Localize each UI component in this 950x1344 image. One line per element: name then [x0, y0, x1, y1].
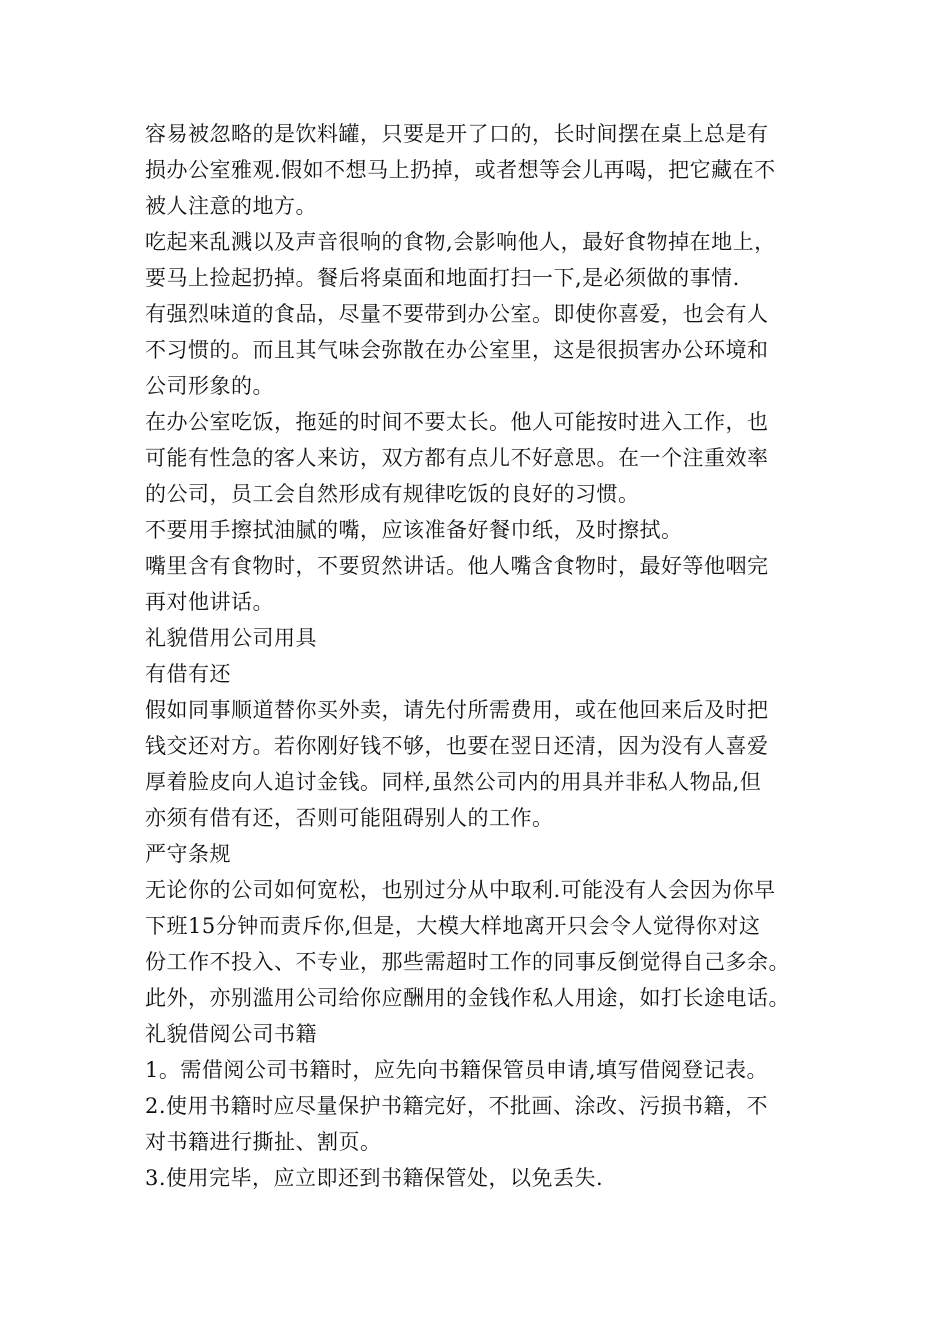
paragraph-messy-food [145, 224, 835, 296]
paragraph-expense-misuse [145, 980, 835, 1016]
heading-borrow-tools [145, 620, 835, 656]
text-line: 此外，亦别滥用公司给你应酬用的金钱作私人用途，如打长途电话。 [145, 986, 790, 1010]
text-line: 对书籍进行撕扯、割页。 [145, 1130, 382, 1154]
text-line: 容易被忽略的是饮料罐，只要是开了口的，长时间摆在桌上总是有 [145, 122, 769, 146]
list-item-3 [145, 1160, 835, 1196]
text-line: 的公司，员工会自然形成有规律吃饭的良好的习惯。 [145, 482, 640, 506]
document-body [145, 116, 835, 1196]
paragraph-takeout-money [145, 692, 835, 836]
text-line: 份工作不投入、不专业，那些需超时工作的同事反倒觉得自己多余。 [145, 950, 790, 974]
paragraph-speaking [145, 548, 835, 620]
text-line: 厚着脸皮向人追讨金钱。同样,虽然公司内的用具并非私人物品,但 [145, 770, 762, 794]
text-line: 礼貌借阅公司书籍 [145, 1022, 317, 1046]
paragraph-drink-cans [145, 116, 835, 224]
text-line: 假如同事顺道替你买外卖，请先付所需费用，或在他回来后及时把 [145, 698, 769, 722]
text-line: 1。需借阅公司书籍时，应先向书籍保管员申请,填写借阅登记表。 [145, 1058, 769, 1082]
text-line: 下班15分钟而责斥你,但是，大模大样地离开只会令人觉得你对这 [145, 914, 761, 938]
text-line: 吃起来乱溅以及声音很响的食物,会影响他人，最好食物掉在地上， [145, 230, 776, 254]
paragraph-meal-time [145, 404, 835, 512]
text-line: 不习惯的。而且其气味会弥散在办公室里，这是很损害办公环境和 [145, 338, 769, 362]
text-line: 无论你的公司如何宽松，也别过分从中取利.可能没有人会因为你早 [145, 878, 776, 902]
text-line: 可能有性急的客人来访，双方都有点儿不好意思。在一个注重效率 [145, 446, 769, 470]
text-line: 被人注意的地方。 [145, 194, 317, 218]
heading-borrow-books [145, 1016, 835, 1052]
list-item-2 [145, 1088, 835, 1160]
heading-return-borrowed [145, 656, 835, 692]
text-line: 钱交还对方。若你刚好钱不够，也要在翌日还清，因为没有人喜爱 [145, 734, 769, 758]
text-line: 在办公室吃饭，拖延的时间不要太长。他人可能按时进入工作，也 [145, 410, 769, 434]
text-line: 礼貌借用公司用具 [145, 626, 317, 650]
paragraph-strong-smell [145, 296, 835, 404]
text-line: 有借有还 [145, 662, 231, 686]
text-line: 严守条规 [145, 842, 231, 866]
text-line: 有强烈味道的食品，尽量不要带到办公室。即使你喜爱，也会有人 [145, 302, 769, 326]
paragraph-napkin [145, 512, 835, 548]
text-line: 不要用手擦拭油腻的嘴，应该准备好餐巾纸，及时擦拭。 [145, 518, 683, 542]
text-line: 亦须有借有还，否则可能阻碍别人的工作。 [145, 806, 554, 830]
text-line: 再对他讲话。 [145, 590, 274, 614]
paragraph-leave-early [145, 872, 835, 980]
text-line: 3.使用完毕，应立即还到书籍保管处，以免丢失. [145, 1166, 604, 1190]
text-line: 公司形象的。 [145, 374, 274, 398]
text-line: 损办公室雅观.假如不想马上扔掉，或者想等会儿再喝，把它藏在不 [145, 158, 776, 182]
list-item-1 [145, 1052, 835, 1088]
heading-follow-rules [145, 836, 835, 872]
text-line: 嘴里含有食物时，不要贸然讲话。他人嘴含食物时，最好等他咽完 [145, 554, 769, 578]
text-line: 2.使用书籍时应尽量保护书籍完好，不批画、涂改、污损书籍，不 [145, 1094, 769, 1118]
text-line: 要马上捡起扔掉。餐后将桌面和地面打扫一下,是必须做的事情. [145, 266, 740, 290]
